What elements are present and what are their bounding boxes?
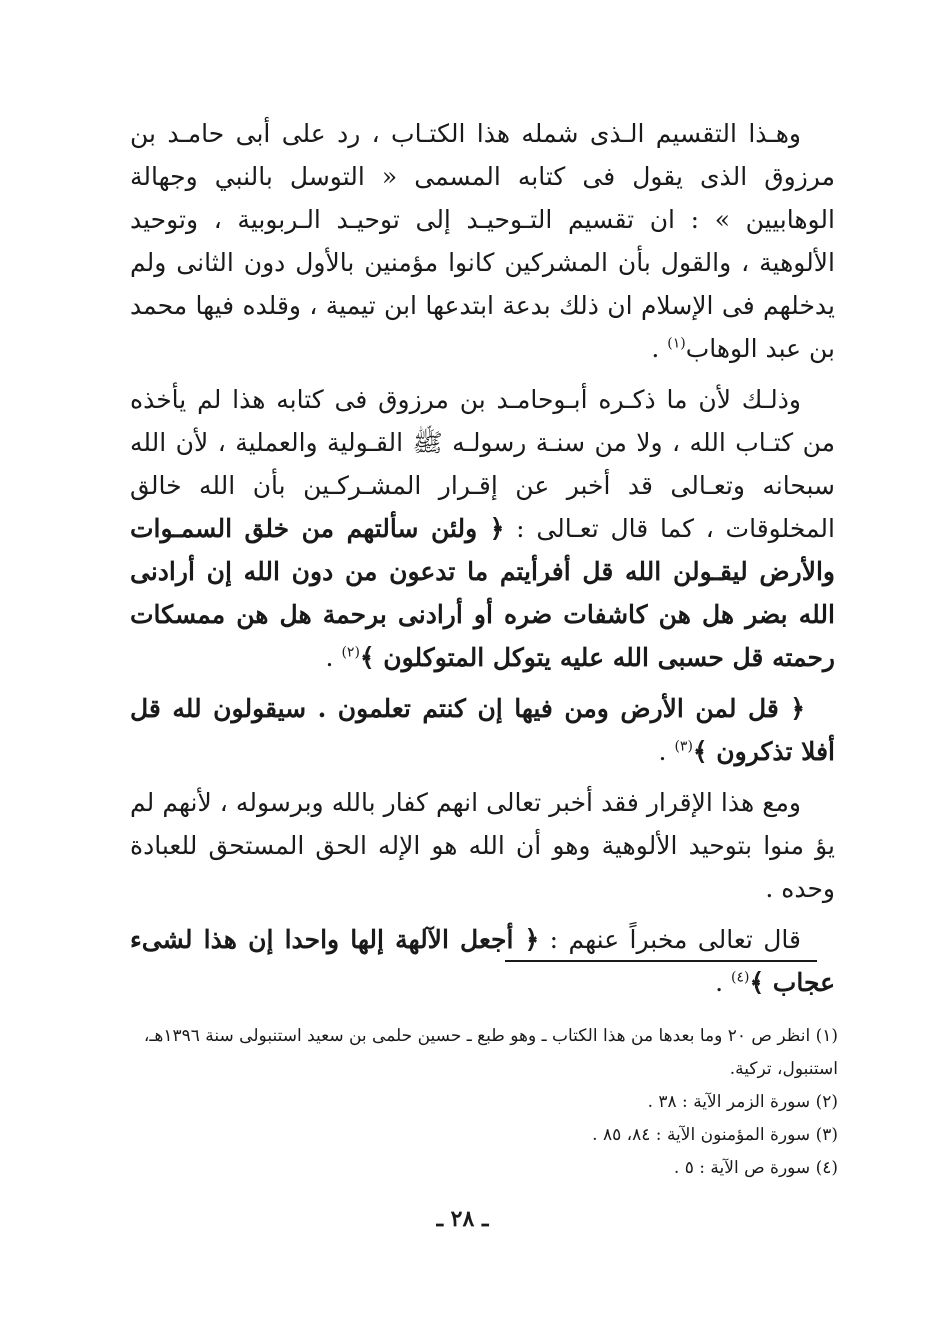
quran-quote: ﴿ قل لمن الأرض ومن فيها إن كنتم تعلمون . سيقولون لله قل أفلا تذكرون ﴾ [130,694,835,766]
paragraph-3 [130,687,835,773]
text-segment: ومع هذا الإقرار فقد أخبر تعالى انهم كفار بالله وبرسوله ، لأنهم لم يؤ منوا بتوحيد الألوهية وهو أن الله هو الإله الحق المستحق للعبادة وحده . [130,788,835,903]
main-text [130,112,835,1012]
footnote-4: (٤) سورة ص الآية : ٥ . [673,1158,838,1178]
text-segment: وذلـك لأن ما ذكـره أبـوحامـد بن مرزوق فى كتابه هذا لم يأخذه من كتـاب الله ، ولا من سنـة رسولـه ﷺ القـولية والعملية ، لأن الله سبحانه وتعـالى قد أخبر عن إقـرار المشـركـين بأن الله خالق المخلوقات ، كما قال تعـالى : [130,385,835,543]
text-segment: . [715,968,731,997]
footnote-1: (١) انظر ص ٢٠ وما بعدها من هذا الكتاب ـ وهو طبع ـ حسين حلمى بن سعيد استنبولى سنة ١٣٩٦هـ، استنبول، تركية. [143,1026,838,1079]
text-segment: . [325,643,342,672]
footnote-2: (٢) سورة الزمر الآية : ٣٨ . [647,1092,838,1112]
footnote-3: (٣) سورة المؤمنون الآية : ٨٤، ٨٥ . [592,1125,838,1145]
paragraph-1 [130,112,835,370]
footnote-ref-3: (٣) [674,738,693,755]
page-number: ـ ٢٨ ـ [436,1206,489,1232]
footnote-ref-4: (٤) [730,969,750,986]
footnote-ref-2: (٢) [341,644,360,661]
footnote-ref-1: (١) [667,335,686,352]
footnote-divider [505,960,817,962]
quran-quote: ﴿ ولئن سألتهم من خلق السمـوات والأرض ليقـولن الله قل أفرأيتم ما تدعون من دون الله إن أرادنى الله بضر هل هن كاشفات ضره أو أرادنى برحمة هل هن ممسكات رحمته قل حسبى الله عليه يتوكل المتوكلون ﴾ [130,514,835,672]
text-segment: وهـذا التقسيم الـذى شمله هذا الكتـاب ، رد على أبى حامـد بن مرزوق الذى يقول فى كتابه المسمى « التوسل بالنبي وجهالة الوهابيين » : ان تقسيم التـوحيـد إلى توحيـد الـربوبية ، وتوحيد الألوهية ، والقول بأن المشركين كانوا مؤمنين بالأول دون الثانى ولم يدخلهم فى الإسلام ان ذلك بدعة ابتدعها ابن تيمية ، وقلده فيها محمد بن عبد الوهاب [130,119,835,363]
paragraph-2 [130,378,835,679]
paragraph-4 [130,781,835,910]
text-segment: قال تعالى مخبراً عنهم : [539,925,801,954]
text-segment: . [651,334,668,363]
text-segment: . [658,737,675,766]
quran-quote: ﴿ أجعل الآلهة إلها واحدا إن هذا لشىء عجاب ﴾ [130,925,835,997]
footnotes [130,1020,838,1185]
